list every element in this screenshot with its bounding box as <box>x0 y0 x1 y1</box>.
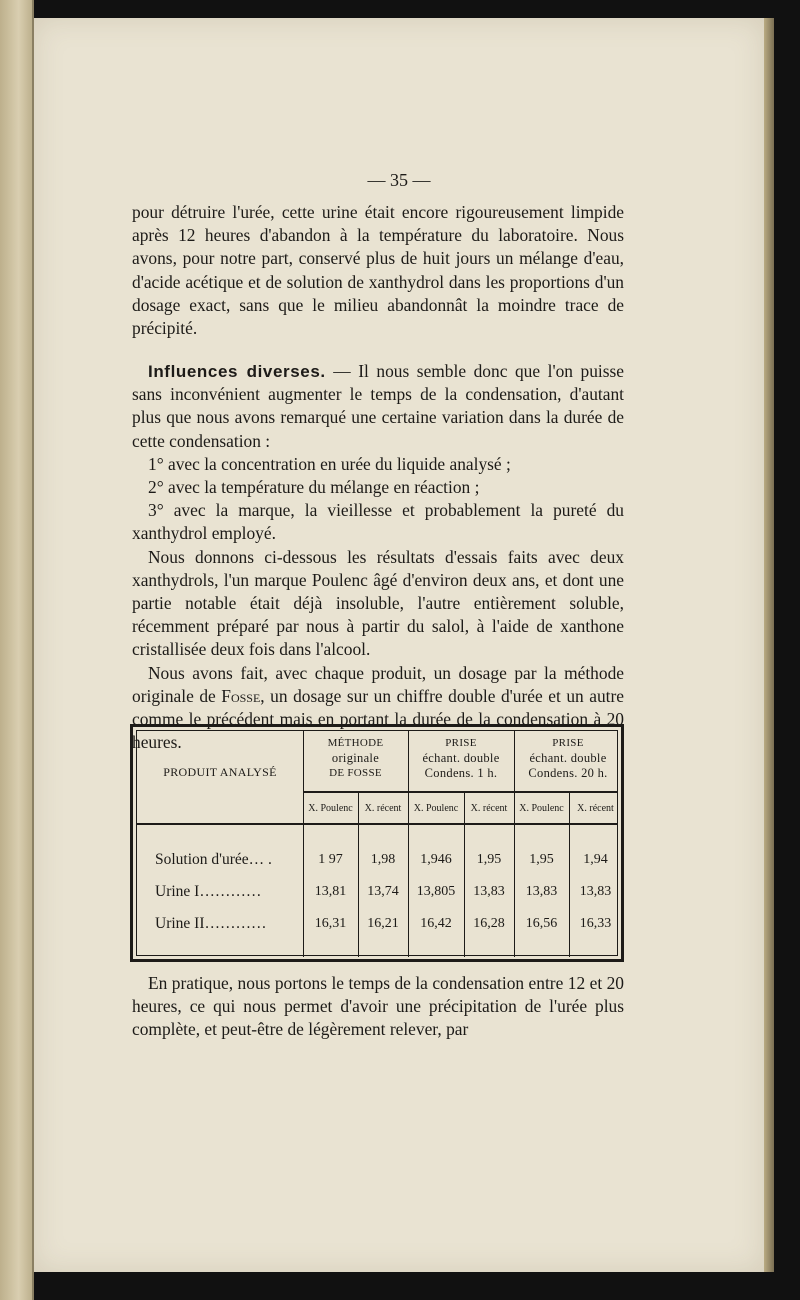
paragraph-5-text: En pratique, nous portons le temps de la condensation entre 12 et 20 heures, ce qui nous permet d'avoir une précipitation de l'urée plus complète, et peut-être de légèrement relever, par <box>132 973 624 1040</box>
row-label-2: Urine I………… <box>155 883 262 900</box>
row-label-3: Urine II………… <box>155 915 267 932</box>
table-cell: 13,74 <box>367 884 399 899</box>
paragraph-2-text: — Il nous semble donc que l'on puisse sans inconvénient augmenter le temps de la condensation, d'autant plus que nous avons remarqué une certaine variation dans la durée de cette condensation : <box>132 361 624 451</box>
table-cell: 13,83 <box>525 884 558 899</box>
table-cell: 1,946 <box>420 852 452 867</box>
author-name: Fosse <box>221 685 261 706</box>
list-item-3: 3° avec la marque, la vieillesse et probablement la pureté du xanthydrol employé. <box>132 500 624 544</box>
table-cell: 16,28 <box>473 916 505 931</box>
table-cell: 1,94 <box>583 852 608 867</box>
table-cell: 1,98 <box>370 852 396 867</box>
table-cell: 16,33 <box>579 916 612 931</box>
table-cell: 13,805 <box>416 884 456 899</box>
results-table <box>130 724 624 962</box>
subheader-2: X. récent <box>364 803 402 814</box>
table-cell: 16,31 <box>314 916 347 931</box>
row-label-1: Solution d'urée… . <box>155 851 272 868</box>
paragraph-1 <box>132 201 624 340</box>
list-item-1: 1° avec la concentration en urée du liquide analysé ; <box>148 453 511 474</box>
paragraph-2 <box>132 360 624 754</box>
page-number: — 35 — <box>367 170 431 190</box>
paragraph-5 <box>132 972 624 1042</box>
table-cell: 1,95 <box>529 852 554 867</box>
header-group-2: PRISE échant. double Condens. 1 h. <box>422 737 500 780</box>
page-content <box>34 18 764 1272</box>
table-cell: 13,83 <box>473 884 505 899</box>
paragraph-4: Nous avons fait, avec chaque produit, un dosage par la méthode originale de Fosse, un dosage sur un chiffre double d'urée et un autre comme le précédent mais en portant la durée de la condensation à 20 heures. <box>132 662 624 753</box>
header-product: PRODUIT ANALYSÉ <box>163 765 277 779</box>
subheader-4: X. récent <box>470 803 508 814</box>
table-cell: 16,21 <box>367 916 399 931</box>
left-page-edge <box>0 0 34 1300</box>
paragraph-3: Nous donnons ci-dessous les résultats d'essais faits avec deux xanthydrols, l'un marque Poulenc âgé d'environ deux ans, et dont une partie notable était déjà insoluble, l'autre entièrement soluble, récemment préparé par nous à partir du salol, à l'aide de xanthone cristallisée deux fois dans l'alcool. <box>132 546 624 660</box>
subheader-5: X. Poulenc <box>519 803 564 814</box>
header-group-3: PRISE échant. double Condens. 20 h. <box>528 737 608 780</box>
table-cell: 1,95 <box>476 852 502 867</box>
table-cell: 13,83 <box>579 884 612 899</box>
table-cell: 16,42 <box>420 916 452 931</box>
right-page-edge <box>764 18 774 1272</box>
table-cell: 13,81 <box>314 884 347 899</box>
section-heading: Influences diverses. <box>148 362 326 381</box>
table-cell: 1 97 <box>318 852 343 867</box>
book-page <box>34 18 764 1272</box>
list-item-2: 2° avec la température du mélange en réaction ; <box>148 477 480 498</box>
header-group-1: MÉTHODE originale DE FOSSE <box>327 737 384 779</box>
subheader-3: X. Poulenc <box>413 803 459 814</box>
subheader-1: X. Poulenc <box>308 803 353 814</box>
subheader-6: X. récent <box>577 803 614 814</box>
paragraph-1-text: pour détruire l'urée, cette urine était encore rigoureusement limpide après 12 heures d'abandon à la température du laboratoire. Nous avons, pour notre part, conservé plus de huit jours un mélange d'eau, d'acide acétique et de solution de xanthydrol dans les proportions d'un dosage exact, sans que le milieu abandonnât la moindre trace de précipité. <box>132 202 624 339</box>
table-cell: 16,56 <box>525 916 558 931</box>
